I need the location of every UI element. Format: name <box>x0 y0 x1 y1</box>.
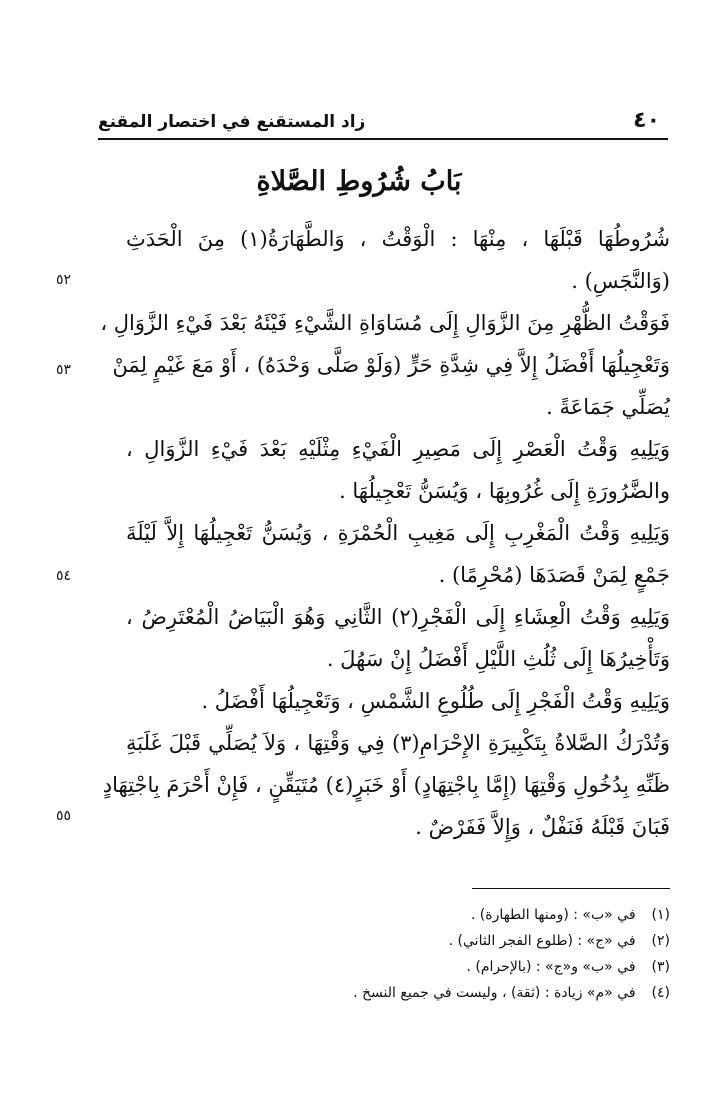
text-line: وَتَعْجِيلُهَا أَفْضَلُ إِلاَّ فِي شِدَّةِ حَرٍّ (وَلَوْ صَلَّى وَحْدَهُ) ، أَوْ مَعَ غَيْمٍ لِمَنْ <box>112 353 670 377</box>
footnote-number: (٤) <box>651 985 670 1001</box>
footnote <box>126 980 670 1006</box>
text-line: وَتَأْخِيرُهَا إِلَى ثُلُثِ اللَّيْلِ أَفْضَلُ إِنْ سَهُلَ . <box>326 647 670 671</box>
footnotes <box>126 902 670 1006</box>
text-line: جَمْعٍ لِمَنْ قَصَدَهَا (مُحْرِمًا) . <box>438 563 670 587</box>
footnote <box>126 954 670 980</box>
footnote-text: في «ب» و«ج» : (بالإحرام) . <box>466 959 636 975</box>
text-line: شُرُوطُهَا قَبْلَهَا ، مِنْهَا : الْوَقْتُ ، وَالطَّهَارَةُ(١) مِنَ الْحَدَثِ <box>126 227 670 251</box>
page-number: ٤٠ <box>633 108 660 133</box>
text-line: وَيَلِيهِ وَقْتُ الْمَغْرِبِ إِلَى مَغِيبِ الْحُمْرَةِ ، وَيُسَنُّ تَعْجِيلُهَا إِلاَّ لَيْلَةَ <box>126 521 670 545</box>
footnote-text: في «م» زيادة : (ثقة) ، وليست في جميع النسخ . <box>353 985 636 1001</box>
footnote-divider <box>472 888 670 889</box>
footnote <box>126 902 670 928</box>
text-line: (وَالنَّجَسِ) . <box>571 269 670 293</box>
text-line: ظَنِّهِ بِدُخُولِ وَقْتِهَا (إِمَّا بِاجْتِهَادٍ) أَوْ خَبَرٍ(٤) مُتَيَقِّنٍ ، فَإِنْ أَحْرَمَ بِاجْتِهَادٍ <box>102 773 670 797</box>
footnote-text: في «ج» : (طلوع الفجر الثاني) . <box>448 933 636 949</box>
margin-number: ٥٢ <box>56 272 72 288</box>
footnote-number: (٢) <box>651 933 670 949</box>
text-line: يُصَلِّي جَمَاعَةً . <box>546 395 670 419</box>
footnote-number: (١) <box>651 907 670 923</box>
text-line: وَتُدْرَكُ الصَّلاةُ بِتَكْبِيرَةِ الإِحْرَامِ(٣) فِي وَقْتِهَا ، وَلاَ يُصَلِّي قَبْلَ غَلَبَةِ <box>126 731 670 755</box>
footnote-text: في «ب» : (ومنها الطهارة) . <box>470 907 636 923</box>
text-line: فَبَانَ قَبْلَهُ فَنَفْلٌ ، وَإِلاَّ فَفَرْضٌ . <box>415 815 670 839</box>
text-line: وَيَلِيهِ وَقْتُ الْفَجْرِ إِلَى طُلُوعِ الشَّمْسِ ، وَتَعْجِيلُهَا أَفْضَلُ . <box>201 689 670 713</box>
running-header <box>98 104 668 140</box>
book-title: زاد المستقنع في اختصار المقنع <box>98 112 366 132</box>
footnote <box>126 928 670 954</box>
main-text <box>100 218 670 848</box>
text-line: وَيَلِيهِ وَقْتُ الْعِشَاءِ إِلَى الْفَجْرِ(٢) الثَّانِي وَهُوَ الْبَيَاضُ الْمُعْتَرِضُ ، <box>126 605 670 629</box>
footnote-number: (٣) <box>651 959 670 975</box>
text-line: وَيَلِيهِ وَقْتُ الْعَصْرِ إِلَى مَصِيرِ الْفَيْءِ مِثْلَيْهِ بَعْدَ فَيْءِ الزَّوَالِ ، <box>126 437 670 461</box>
margin-number: ٥٣ <box>56 362 72 378</box>
chapter-title: بَابُ شُرُوطِ الصَّلاةِ <box>256 166 462 197</box>
text-line: فَوَقْتُ الظُّهْرِ مِنَ الزَّوَالِ إِلَى مُسَاوَاةِ الشَّيْءِ فَيْئَهُ بَعْدَ فَيْءِ الزَّوَالِ ، <box>100 311 670 335</box>
margin-number: ٥٤ <box>56 568 72 584</box>
text-line: والضَّرُورَةِ إِلَى غُرُوبِهَا ، وَيُسَنُّ تَعْجِيلُهَا . <box>339 479 670 503</box>
margin-number: ٥٥ <box>56 808 72 824</box>
